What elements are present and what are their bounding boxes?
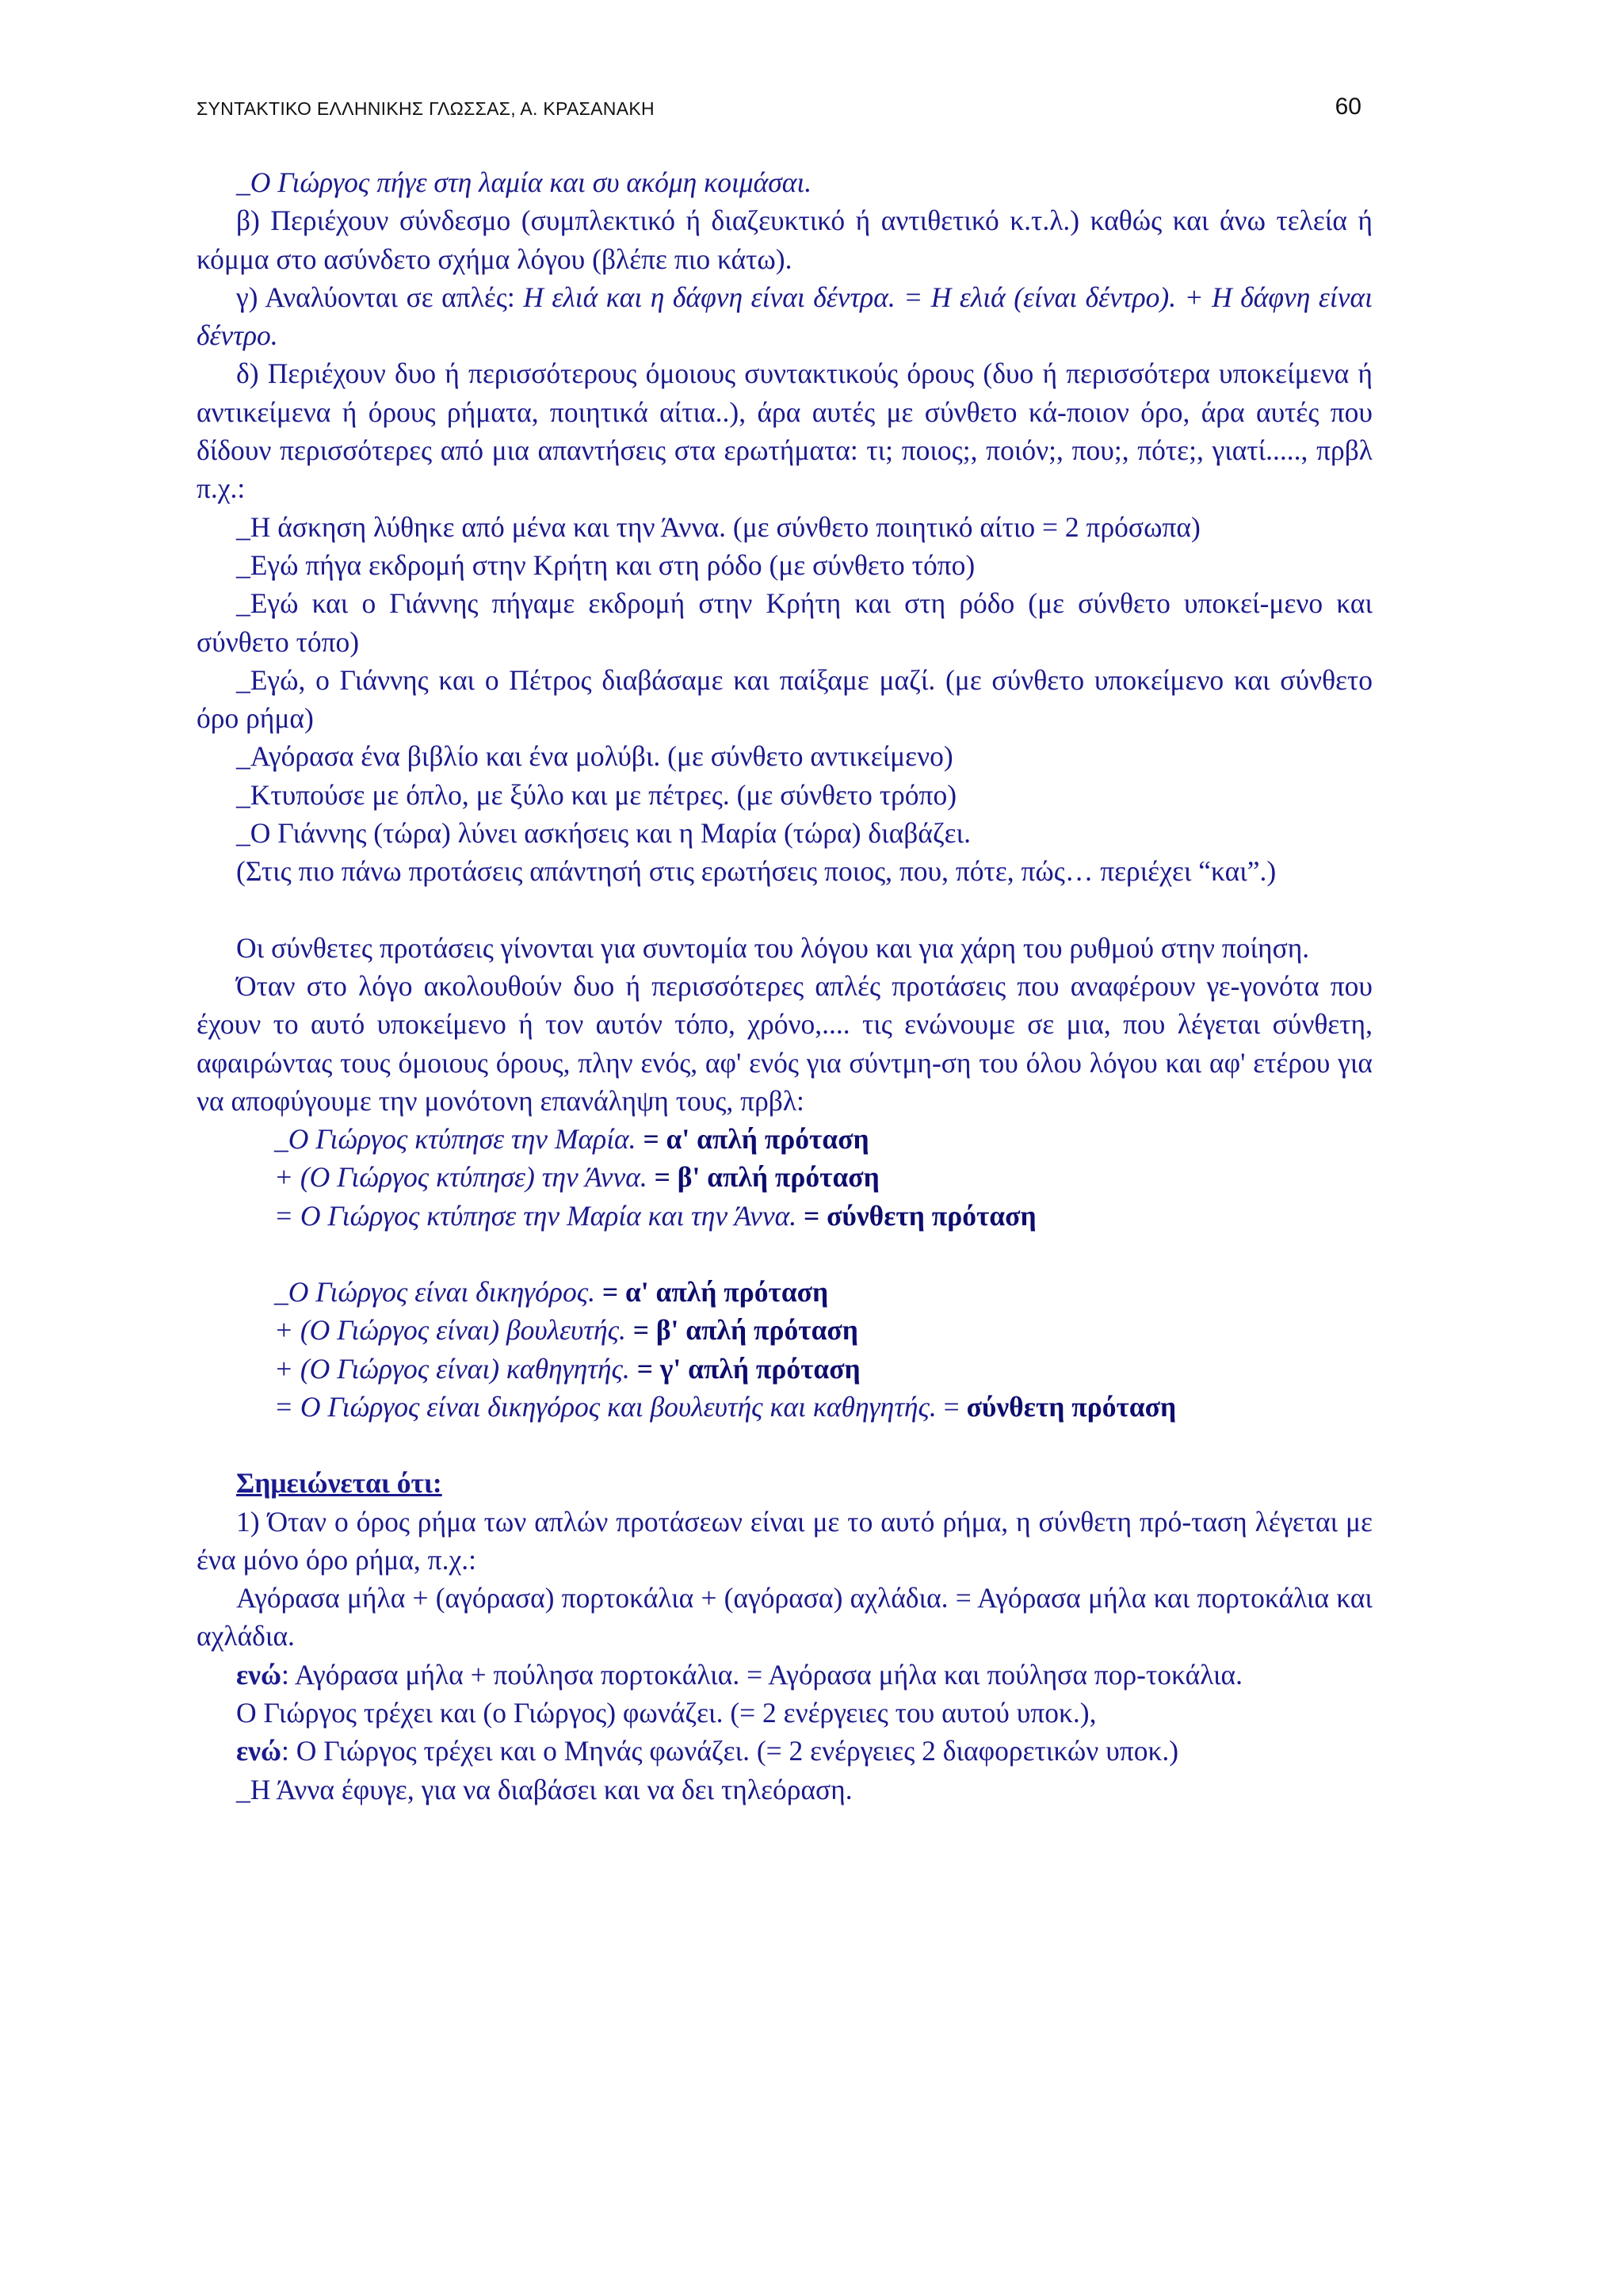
example-text: _Ο Γιώργος είναι δικηγόρος. [274, 1276, 602, 1308]
example-text: _Ο Γιώργος κτύπησε την Μαρία. [274, 1123, 643, 1156]
note-text: : Ο Γιώργος τρέχει και ο Μηνάς φωνάζει. (= 2 ενέργειες 2 διαφορετικών υποκ.) [281, 1735, 1179, 1767]
example-text: = Ο Γιώργος κτύπησε την Μαρία και την Άννα. [274, 1199, 804, 1232]
example-label: = γ' απλή πρόταση [636, 1352, 861, 1385]
example-text: + (Ο Γιώργος είναι) βουλευτής. [274, 1314, 633, 1347]
page-number: 60 [1335, 94, 1361, 120]
example-sentence [197, 1120, 1373, 1158]
example-label: = α' απλή πρόταση [601, 1276, 829, 1308]
note-keyword: ενώ [236, 1658, 281, 1690]
running-title: ΣΥΝΤΑΚΤΙΚΟ ΕΛΛΗΝΙΚΗΣ ΓΛΩΣΣΑΣ, Α. ΚΡΑΣΑΝΑΚΗ [197, 98, 655, 119]
example-label: σύνθετη πρόταση [966, 1390, 1177, 1423]
spacer [197, 891, 1373, 929]
note-text: : Αγόρασα μήλα + πούλησα πορτοκάλια. = Αγόρασα μήλα και πούλησα πορ-τοκάλια. [281, 1658, 1243, 1690]
example-line: _Εγώ και ο Γιάννης πήγαμε εκδρομή στην Κρήτη και στη ρόδο (με σύνθετο υποκεί-μενο και σύνθετο τόπο) [197, 587, 1373, 658]
example-text: + (Ο Γιώργος κτύπησε) την Άννα. [274, 1161, 655, 1194]
spacer [197, 1235, 1373, 1273]
example-line: _Κτυπούσε με όπλο, με ξύλο και με πέτρες. (με σύνθετο τρόπο) [236, 778, 957, 811]
paragraph-explanation: Όταν στο λόγο ακολουθούν δυο ή περισσότερες απλές προτάσεις που αναφέρουν γε-γονότα που έχουν το αυτό υποκείμενο ή τον αυτόν τόπο, χρόνο,.... τις ενώνουμε σε μια, που λέγεται σύνθετη, αφαιρώντας τους όμοιους όρους, πλην ενός, αφ' ενός για σύντμη-ση του όλου λόγου και αφ' ετέρου για να αποφύγουμε την μονότονη επανάληψη τους, πρβλ: [197, 969, 1373, 1117]
example-note: (Στις πιο πάνω προτάσεις απάντησή στις ερωτήσεις ποιος, που, πότε, πώς… περιέχει “και”.) [236, 855, 1277, 888]
paragraph-d: δ) Περιέχουν δυο ή περισσότερους όμοιους συντακτικούς όρους (δυο ή περισσότερα υποκείμενα ή αντικείμενα ή όρους ρήματα, ποιητικά αίτια..), άρα αυτές με σύνθετο κά-ποιον όρο, άρα αυτές που δίδουν περισσότερες από μια απαντήσεις στα ερωτήματα: τι; ποιος;, ποιόν;, που;, πότε;, γιατί....., πρβλ π.χ.: [197, 357, 1373, 505]
example-line: _Εγώ, ο Γιάννης και ο Πέτρος διαβάσαμε και παίξαμε μαζί. (με σύνθετο υποκείμενο και σύνθετο όρο ρήμα) [197, 663, 1373, 735]
example-sentence [197, 1158, 1373, 1196]
spacer [197, 1426, 1373, 1464]
example-label: = β' απλή πρόταση [654, 1161, 880, 1194]
note-heading-line [197, 1464, 1373, 1502]
note-item [197, 1656, 1373, 1694]
page-header [197, 94, 1361, 133]
example-label: = α' απλή πρόταση [643, 1123, 869, 1156]
example-label: = σύνθετη πρόταση [803, 1199, 1037, 1232]
example-line: _Ο Γιάννης (τώρα) λύνει ασκήσεις και η Μαρία (τώρα) διαβάζει. [236, 817, 971, 850]
example-sentence [197, 1197, 1373, 1235]
note-item: _Η Άννα έφυγε, για να διαβάσει και να δει τηλεόραση. [236, 1773, 853, 1805]
note-item: Ο Γιώργος τρέχει και (ο Γιώργος) φωνάζει. (= 2 ενέργειες του αυτού υποκ.), [236, 1696, 1097, 1729]
example-label: = β' απλή πρόταση [632, 1314, 858, 1347]
note-heading: Σημειώνεται ότι: [236, 1467, 442, 1499]
paragraph-b: β) Περιέχουν σύνδεσμο (συμπλεκτικό ή διαζευκτικό ή αντιθετικό κ.τ.λ.) καθώς και άνω τελεία ή κόμμα στο ασύνδετο σχήμα λόγου (βλέπε πιο κάτω). [197, 204, 1373, 275]
page-body [197, 163, 1373, 1809]
example-line: _Η άσκηση λύθηκε από μένα και την Άννα. (με σύνθετο ποιητικό αίτιο = 2 πρόσωπα) [236, 510, 1201, 543]
paragraph-g [197, 278, 1373, 355]
example-line: _Ο Γιώργος πήγε στη λαμία και συ ακόμη κοιμάσαι. [236, 166, 812, 198]
example-sentence [197, 1350, 1373, 1388]
example-line: _Αγόρασα ένα βιβλίο και ένα μολύβι. (με σύνθετο αντικείμενο) [236, 740, 953, 773]
example-text: + (Ο Γιώργος είναι) καθηγητής. [274, 1352, 637, 1385]
paragraph-g-lead: γ) Αναλύονται σε απλές: [236, 281, 524, 313]
example-sentence [197, 1311, 1373, 1349]
note-item: Αγόρασα μήλα + (αγόρασα) πορτοκάλια + (αγόρασα) αχλάδια. = Αγόρασα μήλα και πορτοκάλια και αχλάδια. [197, 1582, 1373, 1652]
paragraph-g-example: Η ελιά και η δάφνη είναι δέντρα. = Η ελιά (είναι δέντρο). + Η δάφνη είναι δέντρο. [197, 281, 1373, 352]
equals-sign: = [943, 1390, 967, 1423]
example-sentence [197, 1388, 1373, 1426]
note-item [197, 1732, 1373, 1770]
note-keyword: ενώ [236, 1735, 281, 1767]
example-text: = Ο Γιώργος είναι δικηγόρος και βουλευτής και καθηγητής. [274, 1390, 944, 1423]
example-sentence [197, 1273, 1373, 1311]
paragraph-compound: Οι σύνθετες προτάσεις γίνονται για συντομία του λόγου και για χάρη του ρυθμού στην ποίηση. [236, 931, 1310, 964]
note-item: 1) Όταν ο όρος ρήμα των απλών προτάσεων είναι με το αυτό ρήμα, η σύνθετη πρό-ταση λέγεται με ένα μόνο όρο ρήμα, π.χ.: [197, 1505, 1373, 1576]
example-line: _Εγώ πήγα εκδρομή στην Κρήτη και στη ρόδο (με σύνθετο τόπο) [236, 548, 976, 581]
